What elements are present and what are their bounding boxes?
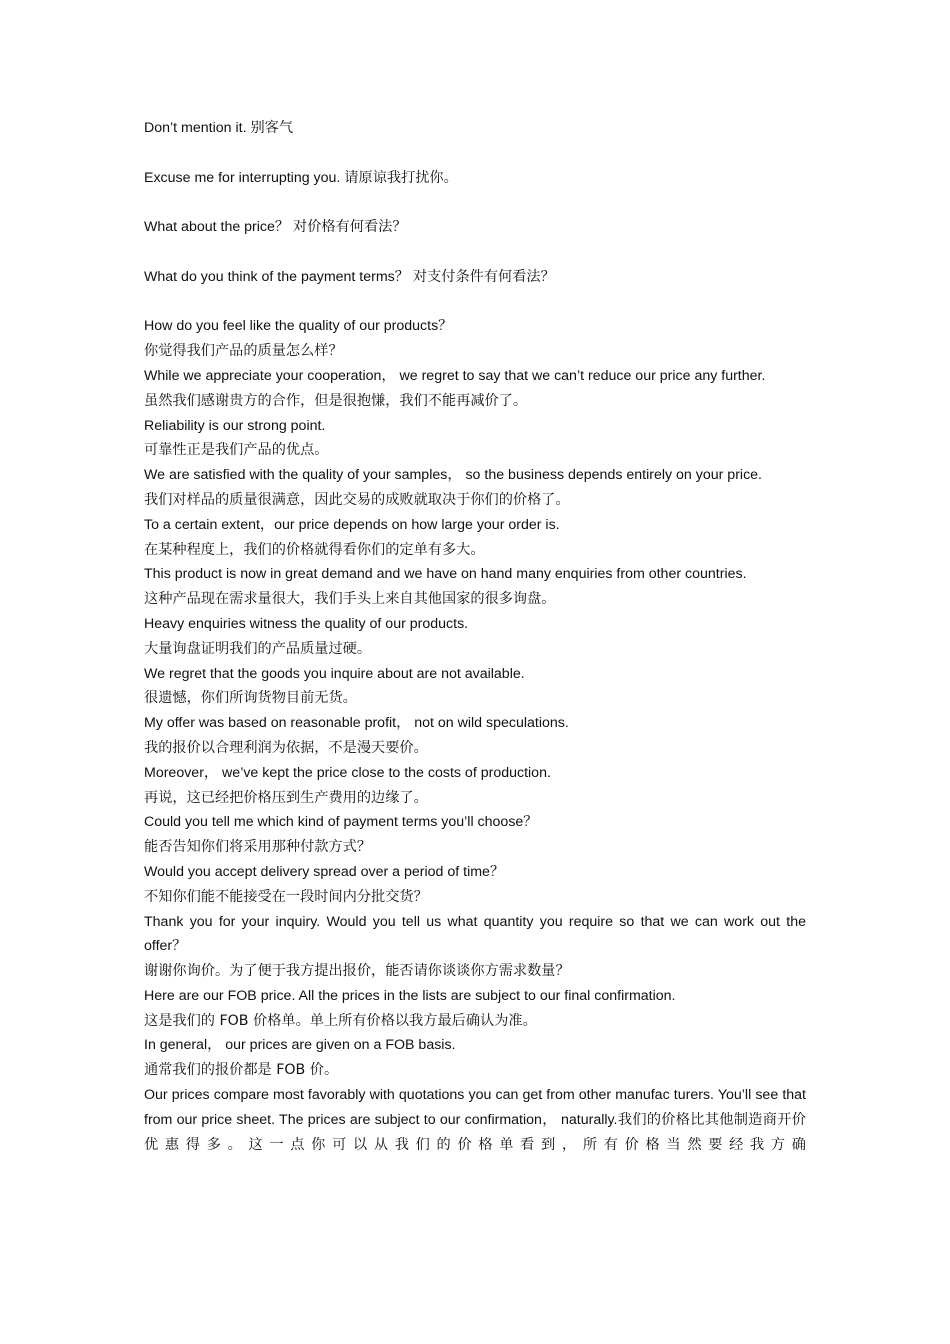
text-line-13: To a certain extent，our price depends on how large your order is. <box>144 516 560 533</box>
text-line-30: 谢谢你询价。为了便于我方提出报价，能否请你谈谈你方需求数量？ <box>144 963 570 980</box>
text-line-29: Thank you for your inquiry. Would you tell us what quantity you require so that we can work out the offer？ <box>144 913 806 955</box>
paragraph-gap <box>144 141 806 166</box>
text-line-28: 不知你们能不能接受在一段时间内分批交货？ <box>144 888 428 905</box>
text-line-16: 这种产品现在需求量很大，我们手头上来自其他国家的很多询盘。 <box>144 591 556 608</box>
text-line-25: Could you tell me which kind of payment terms you’ll choose？ <box>144 814 538 831</box>
text-line-18: 大量询盘证明我们的产品质量过硬。 <box>144 640 372 657</box>
text-line-7: While we appreciate your cooperation， we regret to say that we can’t reduce our price any further. <box>144 367 766 384</box>
text-line-1: Don’t mention it. 别客气 <box>144 120 294 136</box>
text-line-8: 虽然我们感谢贵方的合作，但是很抱慊，我们不能再减价了。 <box>144 392 528 409</box>
text-line-12: 我们对样品的质量很满意，因此交易的成败就取决于你们的价格了。 <box>144 491 570 508</box>
paragraph-gap <box>144 240 806 265</box>
text-line-10: 可靠性正是我们产品的优点。 <box>144 442 329 459</box>
text-line-33: In general， our prices are given on a FOB basis. <box>144 1037 456 1054</box>
text-line-14: 在某种程度上，我们的价格就得看你们的定单有多大。 <box>144 541 485 558</box>
text-line-26: 能否告知你们将采用那种付款方式？ <box>144 839 372 856</box>
text-line-19: We regret that the goods you inquire about are not available. <box>144 665 525 682</box>
text-line-5: How do you feel like the quality of our products？ <box>144 318 453 335</box>
document-page <box>144 116 806 1157</box>
text-line-11: We are satisfied with the quality of your samples， so the business depends entirely on your price. <box>144 467 763 484</box>
text-line-4: What do you think of the payment terms？ 对支付条件有何看法？ <box>144 268 555 285</box>
text-line-21: My offer was based on reasonable profit， not on wild speculations. <box>144 715 569 732</box>
text-line-27: Would you accept delivery spread over a period of time？ <box>144 863 505 880</box>
text-line-24: 再说，这已经把价格压到生产费用的边缘了。 <box>144 789 428 806</box>
text-line-23: Moreover， we’ve kept the price close to the costs of production. <box>144 764 551 781</box>
text-line-2: Excuse me for interrupting you. 请原谅我打扰你。 <box>144 169 458 186</box>
text-line-31: Here are our FOB price. All the prices in the lists are subject to our final confirmation. <box>144 987 676 1004</box>
text-line-15: This product is now in great demand and we have on hand many enquiries from other countries. <box>144 566 747 583</box>
text-line-35: Our prices compare most favorably with quotations you can get from other manufac turers. You’ll see that from our price sheet. The prices are subject to our confirmation， naturally.我们的价格比其他制造商开价优惠得多。这一点你可以从我们的价格单看到，所有价格当然要经我方确 <box>144 1087 806 1153</box>
text-line-22: 我的报价以合理利润为依据，不是漫天要价。 <box>144 739 428 756</box>
text-line-3: What about the price？ 对价格有何看法？ <box>144 219 407 236</box>
text-line-32: 这是我们的 FOB 价格单。单上所有价格以我方最后确认为准。 <box>144 1012 537 1029</box>
text-line-34: 通常我们的报价都是 FOB 价。 <box>144 1062 339 1079</box>
text-line-6: 你觉得我们产品的质量怎么样？ <box>144 343 343 360</box>
paragraph-gap <box>144 190 806 215</box>
text-line-17: Heavy enquiries witness the quality of our products. <box>144 615 469 632</box>
text-line-9: Reliability is our strong point. <box>144 417 326 434</box>
paragraph-gap <box>144 290 806 315</box>
text-line-20: 很遗憾，你们所询货物目前无货。 <box>144 690 357 707</box>
